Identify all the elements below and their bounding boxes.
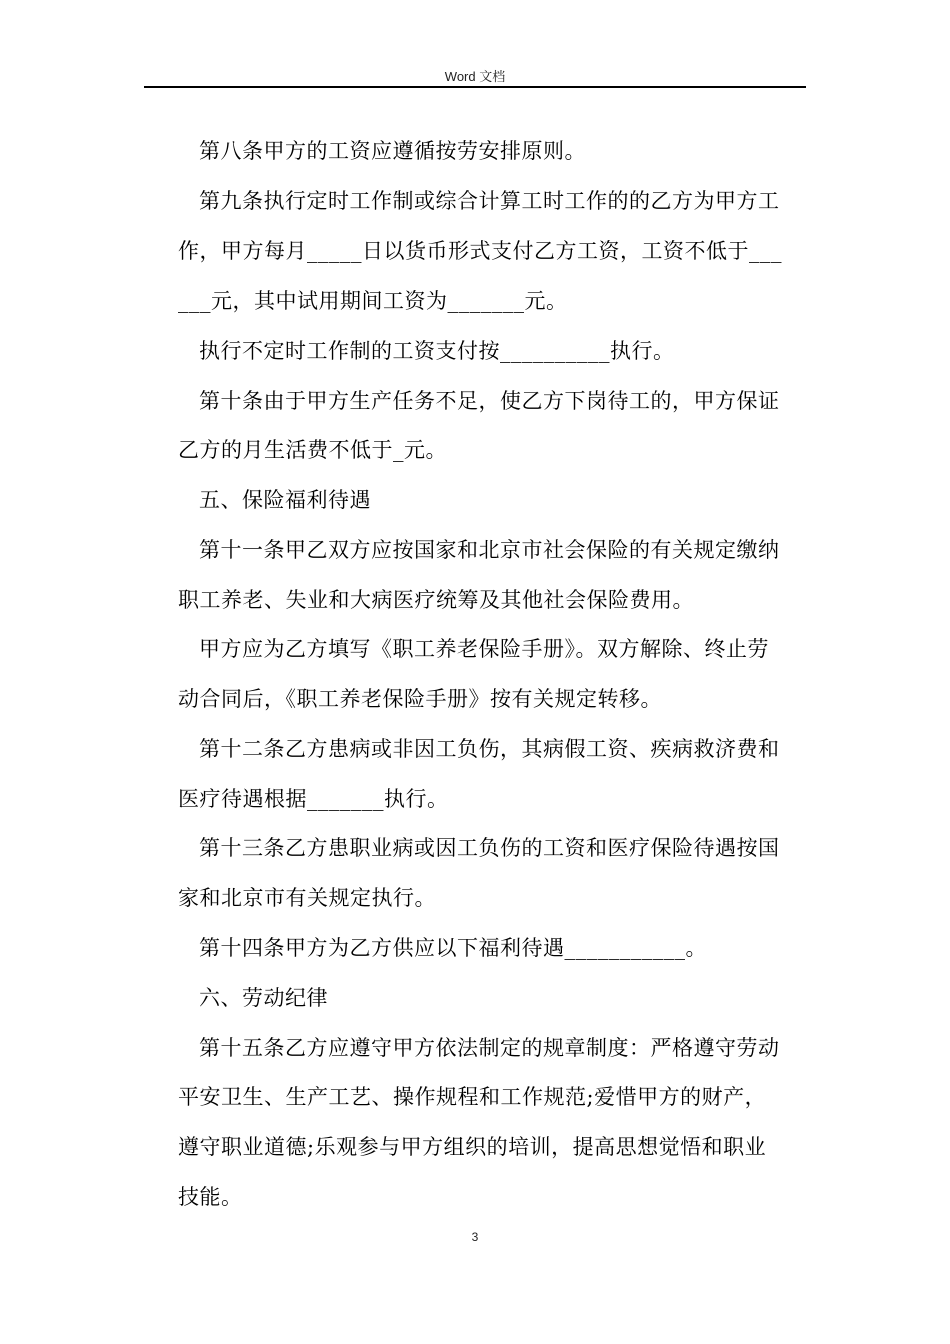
header-rule: [144, 86, 806, 88]
paragraph-line: 医疗待遇根据_______执行。: [178, 787, 449, 811]
paragraph-line: 甲方应为乙方填写《职工养老保险手册》。双方解除、终止劳: [199, 637, 769, 661]
paragraph-line: 第十条由于甲方生产任务不足，使乙方下岗待工的，甲方保证: [199, 389, 780, 413]
paragraph-line: 平安卫生、生产工艺、操作规程和工作规范;爱惜甲方的财产，: [178, 1085, 767, 1109]
paragraph-line: 第八条甲方的工资应遵循按劳安排原则。: [199, 139, 586, 163]
paragraph-line: 第十二条乙方患病或非因工负伤，其病假工资、疾病救济费和: [199, 737, 780, 761]
paragraph-line: 第十四条甲方为乙方供应以下福利待遇___________。: [199, 936, 707, 960]
paragraph-line: 第十三条乙方患职业病或因工负伤的工资和医疗保险待遇按国: [199, 836, 780, 860]
paragraph-line: 职工养老、失业和大病医疗统筹及其他社会保险费用。: [178, 588, 694, 612]
section-heading: 六、劳动纪律: [199, 986, 328, 1010]
paragraph-line: 执行不定时工作制的工资支付按__________执行。: [199, 339, 675, 363]
paragraph-line: 动合同后，《职工养老保险手册》按有关规定转移。: [178, 687, 662, 711]
page-header: Word 文档: [444, 69, 506, 84]
paragraph-line: 家和北京市有关规定执行。: [178, 886, 436, 910]
paragraph-line: 技能。: [178, 1185, 243, 1209]
paragraph-line: 第九条执行定时工作制或综合计算工时工作的的乙方为甲方工: [199, 189, 780, 213]
paragraph-line: 第十一条甲乙双方应按国家和北京市社会保险的有关规定缴纳: [199, 538, 780, 562]
paragraph-line: 乙方的月生活费不低于_元。: [178, 438, 447, 462]
paragraph-line: 遵守职业道德;乐观参与甲方组织的培训，提高思想觉悟和职业: [178, 1135, 767, 1159]
paragraph-line: 第十五条乙方应遵守甲方依法制定的规章制度：严格遵守劳动: [199, 1036, 780, 1060]
section-heading: 五、保险福利待遇: [199, 488, 371, 512]
paragraph-line: 作，甲方每月_____日以货币形式支付乙方工资，工资不低于___: [178, 239, 782, 263]
page-number: 3: [471, 1230, 479, 1244]
paragraph-line: ___元，其中试用期间工资为_______元。: [178, 289, 568, 313]
